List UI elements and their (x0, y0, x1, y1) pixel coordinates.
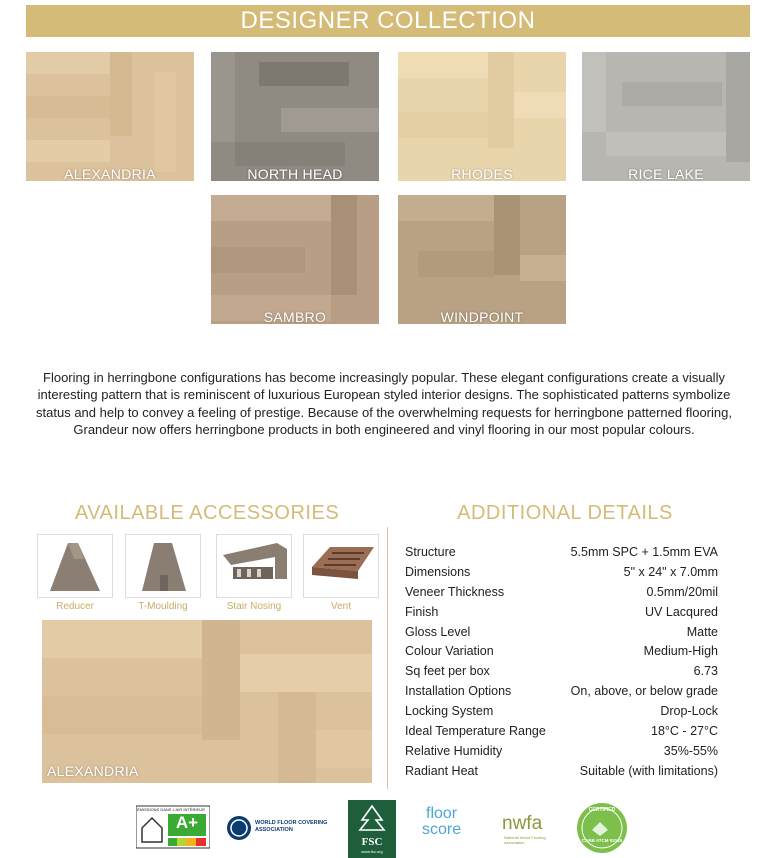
swatch-rice-lake[interactable] (582, 52, 750, 181)
emissions-caption: ÉMISSIONS DANS L'AIR INTÉRIEUR (137, 807, 205, 812)
detail-label: Ideal Temperature Range (405, 723, 546, 738)
swatch-label: RHODES (451, 166, 513, 181)
detail-value: Drop-Lock (660, 704, 718, 719)
details-title: ADDITIONAL DETAILS (457, 502, 673, 524)
swatch-label: WINDPOINT (440, 309, 524, 324)
wfca-logo (223, 800, 335, 856)
swatch-north-head[interactable] (211, 52, 379, 181)
floorscore-top: floor (426, 805, 458, 822)
wfca-name: WORLD FLOOR COVERING ASSOCIATION (255, 820, 328, 833)
swatch-rhodes[interactable] (398, 52, 566, 181)
t-moulding-icon (126, 535, 201, 598)
carb-logo (574, 800, 630, 856)
table-row (405, 641, 718, 661)
vent-image[interactable] (303, 534, 379, 598)
table-row (405, 701, 718, 721)
detail-label: Colour Variation (405, 644, 494, 659)
wood-texture-image (26, 52, 194, 181)
detail-value: 5.5mm SPC + 1.5mm EVA (570, 544, 718, 559)
reducer-image[interactable] (37, 534, 113, 598)
swatch-windpoint[interactable] (398, 195, 566, 324)
details-table (405, 542, 718, 781)
carb-bottom: CARB ATCM 93120 (581, 838, 623, 843)
table-row (405, 721, 718, 741)
swatch-sambro[interactable] (211, 195, 379, 324)
swatch-label: SAMBRO (263, 309, 327, 324)
swatch-label: NORTH HEAD (247, 166, 343, 181)
detail-value: 5" x 24" x 7.0mm (623, 564, 718, 579)
wood-texture-image (211, 52, 379, 181)
detail-value: UV Lacqured (645, 604, 718, 619)
detail-label: Gloss Level (405, 624, 471, 639)
floorscore-logo (418, 800, 478, 856)
emissions-grade: A+ (175, 813, 199, 832)
detail-label: Dimensions (405, 564, 471, 579)
table-row (405, 582, 718, 602)
detail-value: Suitable (with limitations) (579, 763, 718, 778)
stair-nosing-image[interactable] (216, 534, 292, 598)
detail-label: Sq feet per box (405, 664, 490, 679)
detail-label: Finish (405, 604, 439, 619)
wood-texture-image (42, 620, 372, 783)
table-row (405, 761, 718, 781)
section-divider (387, 527, 388, 789)
table-row (405, 661, 718, 681)
stair-nosing-label: Stair Nosing (226, 601, 282, 612)
collection-description: Flooring in herringbone configurations has become increasingly popular. These elegant configurations create a visually interesting pattern that is reminiscent of luxurious European styled interior designs. The sophisticated patterns symbolize status and help to convey a feeling of prestige. Because of the overwhelming requests for herringbone patterned flooring, Grandeur now offers herringbone products in both engineered and vinyl flooring in our most popular colours. (36, 370, 732, 437)
fsc-logo (348, 800, 396, 858)
accessories-title: AVAILABLE ACCESSORIES (74, 502, 340, 524)
carb-top: CERTIFIED (588, 807, 616, 813)
table-row (405, 602, 718, 622)
swatch-label: ALEXANDRIA (64, 166, 156, 181)
nwfa-text: nwfa (502, 813, 543, 834)
detail-label: Structure (405, 544, 456, 559)
featured-floor-label: ALEXANDRIA (47, 763, 139, 779)
reducer-icon (38, 535, 113, 598)
t-moulding-image[interactable] (125, 534, 201, 598)
wood-texture-image (398, 52, 566, 181)
featured-floor-image (42, 620, 372, 783)
emissions-logo (136, 800, 210, 856)
t-moulding-label: T-Moulding (138, 601, 188, 612)
detail-value: 0.5mm/20mil (646, 584, 718, 599)
detail-value: On, above, or below grade (570, 684, 718, 699)
vent-label: Vent (330, 601, 352, 612)
detail-label: Radiant Heat (405, 763, 478, 778)
table-row (405, 681, 718, 701)
detail-value: Matte (686, 624, 718, 639)
table-row (405, 622, 718, 642)
floorscore-bottom: score (422, 821, 462, 838)
wood-texture-image (211, 195, 379, 324)
fsc-text: FSC (361, 836, 383, 848)
table-row (405, 741, 718, 761)
vent-icon (304, 535, 379, 598)
stair-nosing-icon (217, 535, 292, 598)
detail-label: Installation Options (405, 684, 512, 699)
nwfa-logo (502, 800, 558, 856)
detail-value: 18°C - 27°C (651, 723, 718, 738)
detail-value: Medium-High (643, 644, 718, 659)
tree-icon (348, 800, 396, 836)
wood-texture-image (398, 195, 566, 324)
table-row (405, 542, 718, 562)
wood-texture-image (582, 52, 750, 181)
detail-label: Locking System (405, 704, 494, 719)
reducer-label: Reducer (56, 601, 94, 612)
fsc-url: www.fsc.org (361, 849, 383, 854)
detail-label: Veneer Thickness (405, 584, 505, 599)
nwfa-sub: National Wood Flooring Association (504, 835, 546, 845)
detail-value: 6.73 (693, 664, 718, 679)
swatch-alexandria[interactable] (26, 52, 194, 181)
detail-label: Relative Humidity (405, 743, 503, 758)
swatch-label: RICE LAKE (628, 166, 704, 181)
collection-banner: DESIGNER COLLECTION (26, 5, 750, 37)
detail-value: 35%-55% (663, 743, 718, 758)
table-row (405, 562, 718, 582)
